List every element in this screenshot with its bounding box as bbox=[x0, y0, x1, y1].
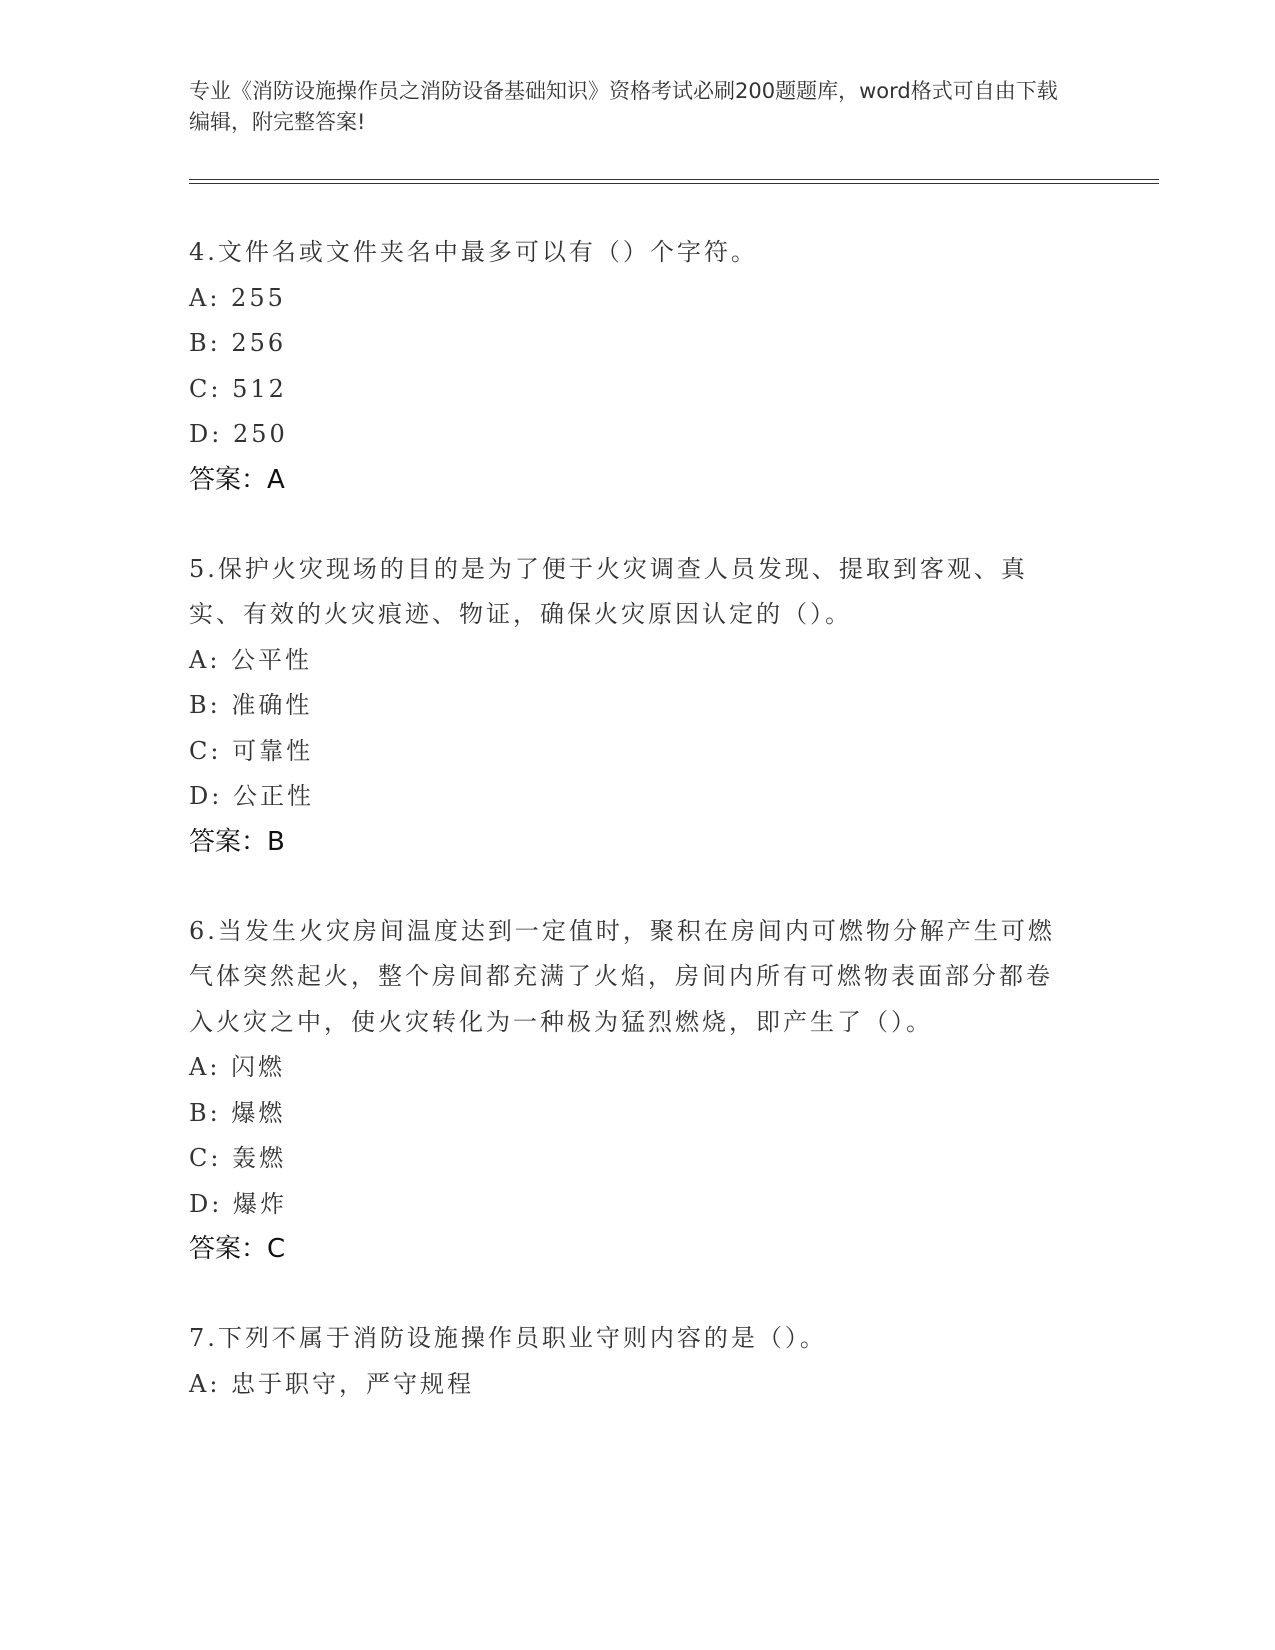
option-b: B: 爆燃 bbox=[189, 1098, 286, 1127]
question-stem: 6.当发生火灾房间温度达到一定值时，聚积在房间内可燃物分解产生可燃气体突然起火，整个房间都充满了火焰，房间内所有可燃物表面部分都卷入火灾之中，使火灾转化为一种极为猛烈燃烧，即产生了（）。 bbox=[189, 916, 1055, 1036]
option-a: A: 公平性 bbox=[189, 645, 313, 674]
option-a: A: 255 bbox=[189, 283, 286, 312]
header-divider-top bbox=[189, 179, 1159, 180]
question-5 bbox=[189, 547, 1069, 865]
option-d: D: 250 bbox=[189, 420, 288, 448]
header-divider-bottom bbox=[189, 183, 1159, 184]
answer: 答案：C bbox=[189, 1234, 286, 1264]
question-7 bbox=[189, 1316, 1069, 1407]
option-b: B: 准确性 bbox=[189, 691, 313, 719]
option-d: D: 爆炸 bbox=[189, 1189, 287, 1218]
option-d: D: 公正性 bbox=[189, 782, 314, 810]
question-4 bbox=[189, 230, 1069, 503]
option-a: A: 闪燃 bbox=[189, 1053, 286, 1081]
option-c: C: 轰燃 bbox=[189, 1144, 287, 1172]
option-c: C: 可靠性 bbox=[189, 736, 314, 765]
answer: 答案：A bbox=[189, 464, 285, 495]
answer: 答案：B bbox=[189, 826, 285, 857]
question-list bbox=[189, 230, 1069, 1451]
option-a: A: 忠于职守，严守规程 bbox=[189, 1369, 475, 1398]
question-6 bbox=[189, 909, 1069, 1273]
document-header: 专业《消防设施操作员之消防设备基础知识》资格考试必刷200题题库，word格式可自由下载编辑，附完整答案! bbox=[189, 79, 1058, 134]
question-stem: 7.下列不属于消防设施操作员职业守则内容的是（）。 bbox=[189, 1324, 827, 1352]
question-stem: 5.保护火灾现场的目的是为了便于火灾调查人员发现、提取到客观、真实、有效的火灾痕迹、物证，确保火灾原因认定的（）。 bbox=[189, 554, 1028, 628]
option-c: C: 512 bbox=[189, 374, 287, 403]
question-stem: 4.文件名或文件夹名中最多可以有（）个字符。 bbox=[189, 238, 758, 266]
option-b: B: 256 bbox=[189, 329, 287, 357]
